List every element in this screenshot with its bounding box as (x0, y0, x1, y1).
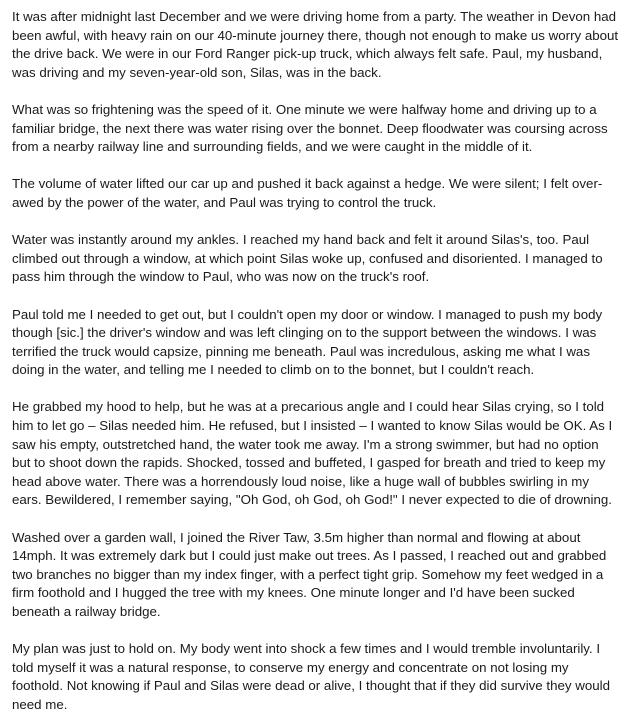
paragraph-6: He grabbed my hood to help, but he was at a precarious angle and I could hear Silas crying, so I told him to let go – Silas needed him. He refused, but I insisted – I wanted to know Silas would be OK. As I saw his empty, outstretched hand, the water took me away. I'm a strong swimmer, but had no option but to shoot down the rapids. Shocked, tossed and buffeted, I gasped for breath and tried to keep my head above water. There was a horrendously loud noise, like a huge wall of bubbles swirling in my ears. Bewildered, I remember saying, "Oh God, oh God, oh God!" I never expected to die of drowning. (12, 399, 613, 508)
paragraph-8: My plan was just to hold on. My body went into shock a few times and I would tremble involuntarily. I told myself it was a natural response, to conserve my energy and concentrate on not losing my foothold. Not knowing if Paul and Silas were dead or alive, I thought that if they did survive they would need me. (12, 641, 610, 712)
paragraph-2: What was so frightening was the speed of it. One minute we were halfway home and driving up to a familiar bridge, the next there was water rising over the bonnet. Deep floodwater was coursing across from a nearby railway line and surrounding fields, and we were caught in the middle of it. (12, 101, 608, 155)
paragraph-3: The volume of water lifted our car up and pushed it back against a hedge. We were silent; I felt over-awed by the power of the water, and Paul was trying to control the truck. (12, 176, 603, 210)
paragraph-1: It was after midnight last December and we were driving home from a party. The weather in Devon had been awful, with heavy rain on our 40-minute journey there, though not enough to make us worry about the drive back. We were in our Ford Ranger pick-up truck, which always felt safe. Paul, my husband, was driving and my seven-year-old son, Silas, was in the back. (12, 9, 619, 80)
paragraph-4: Water was instantly around my ankles. I reached my hand back and felt it around Silas's, too. Paul climbed out through a window, at which point Silas woke up, confused and disoriented. I managed to pass him through the window to Paul, who was now on the truck's roof. (12, 232, 603, 285)
article-body (12, 8, 620, 715)
paragraph-7: Washed over a garden wall, I joined the River Taw, 3.5m higher than normal and flowing at about 14mph. It was extremely dark but I could just make out trees. As I passed, I reached out and grabbed two branches no bigger than my index finger, with a perfect tight grip. Somehow my feet wedged in a firm foothold and I hugged the tree with my knees. One minute longer and I'd have been sucked beneath a railway bridge. (12, 529, 607, 619)
paragraph-5: Paul told me I needed to get out, but I couldn't open my door or window. I managed to push my body though [sic.] the driver's window and was left clinging on to the support between the windows. I was terrified the truck would capsize, pinning me beneath. Paul was incredulous, asking me what I was doing in the water, and telling me I needed to climb on to the bonnet, but I couldn't reach. (12, 306, 603, 378)
